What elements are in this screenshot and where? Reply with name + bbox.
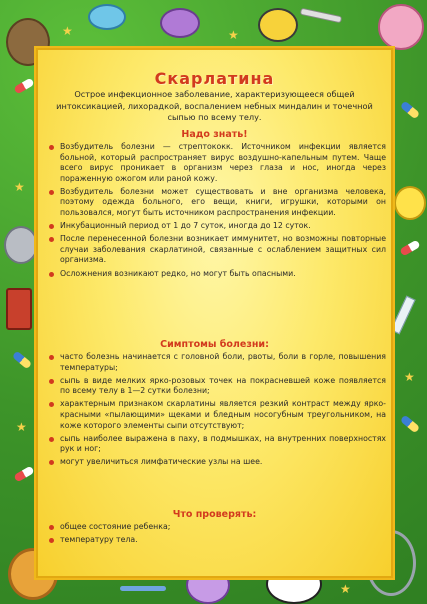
star-icon: ★ bbox=[62, 24, 73, 38]
star-icon: ★ bbox=[16, 420, 27, 434]
chick-illustration-icon bbox=[394, 186, 426, 220]
bee-illustration-icon bbox=[258, 8, 298, 42]
section-heading-symptoms: Симптомы болезни: bbox=[160, 339, 269, 350]
intro-text: Острое инфекционное заболевание, характеризующееся общей интоксикацией, лихорадкой, воспалением небных миндалин и точечной сыпью по всему телу. bbox=[56, 89, 373, 122]
what-to-check-list bbox=[46, 522, 386, 548]
list-item: сыпь наиболее выражена в паху, в подмышках, на внутренних поверхностях рук и ног; bbox=[46, 434, 386, 455]
pill-icon bbox=[13, 78, 34, 95]
list-item: часто болезнь начинается с головной боли, рвоты, боли в горле, повышения температуры; bbox=[46, 352, 386, 373]
list-item: сыпь в виде мелких ярко-розовых точек на покрасневшей коже появляется по всему телу в 1—2 сутки болезни; bbox=[46, 376, 386, 397]
list-item: Осложнения возникают редко, но могут быть опасными. bbox=[46, 269, 386, 280]
symptoms-list bbox=[46, 352, 386, 470]
star-icon: ★ bbox=[14, 180, 25, 194]
pill-icon bbox=[399, 240, 420, 257]
star-icon: ★ bbox=[404, 370, 415, 384]
pill-icon bbox=[12, 351, 32, 370]
page-title: Скарлатина bbox=[154, 69, 275, 88]
pill-icon bbox=[400, 101, 420, 120]
star-icon: ★ bbox=[340, 582, 351, 596]
fish-illustration-icon bbox=[88, 4, 126, 30]
list-item: характерным признаком скарлатины является резкий контраст между ярко-красными «пылающими» щеками и бледным носогубным треугольником, на коже которого элементы сыпи отсутствуют; bbox=[46, 399, 386, 431]
list-item: Возбудитель болезни — стрептококк. Источником инфекции является больной, который распространяет вирус воздушно-капельным путем. Чаще всего вирус проникает в организм через глаза и нос, иногда через пораженную ожогом или раной кожу. bbox=[46, 142, 386, 184]
cat-illustration-icon bbox=[4, 226, 38, 264]
pill-icon bbox=[400, 415, 420, 434]
pill-icon bbox=[13, 466, 34, 483]
section-heading-what-to-check: Что проверять: bbox=[172, 509, 257, 520]
brush-illustration-icon bbox=[120, 586, 166, 591]
need-to-know-list bbox=[46, 142, 386, 282]
medicine-bottle-illustration-icon bbox=[6, 288, 32, 330]
list-item: температуру тела. bbox=[46, 535, 386, 546]
elephant-illustration-icon bbox=[378, 4, 424, 50]
thermometer-illustration-icon bbox=[300, 8, 343, 24]
hippo-illustration-icon bbox=[160, 8, 200, 38]
list-item: Возбудитель болезни может существовать и вне организма человека, поэтому одежда больного, его вещи, книги, игрушки, которыми он пользовался, могут быть источником распространения инфекции. bbox=[46, 187, 386, 219]
list-item: могут увеличиться лимфатические узлы на шее. bbox=[46, 457, 386, 468]
star-icon: ★ bbox=[228, 28, 239, 42]
list-item: общее состояние ребенка; bbox=[46, 522, 386, 533]
section-heading-need-to-know: Надо знать! bbox=[181, 129, 248, 140]
list-item: Инкубационный период от 1 до 7 суток, иногда до 12 суток. bbox=[46, 221, 386, 232]
content-panel bbox=[34, 46, 395, 580]
list-item: После перенесенной болезни возникает иммунитет, но возможны повторные случаи заболевания скарлатиной, связанные с ослаблением защитных сил организма. bbox=[46, 234, 386, 266]
